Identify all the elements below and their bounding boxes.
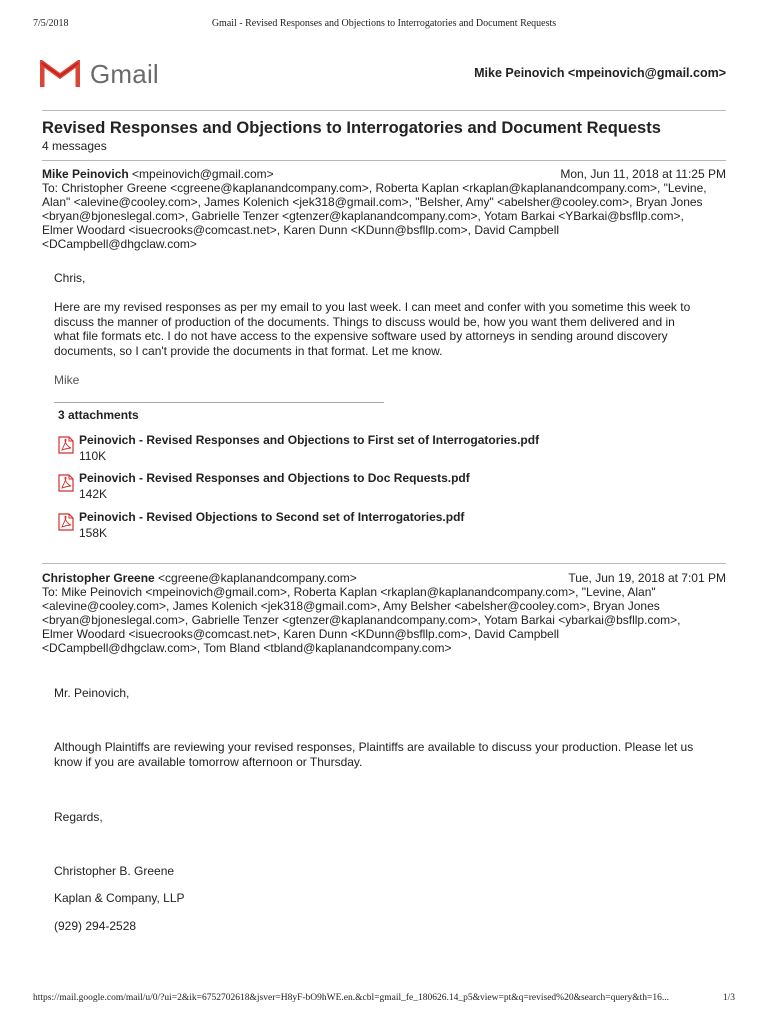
recipients-line: <bryan@bjoneslegal.com>, Gabrielle Tenzer <gtenzer@kaplanandcompany.com>, Yotam Barkai <YBarkai@bsfllp.com>, <box>42 209 684 223</box>
recipients-line: <alevine@cooley.com>, James Kolenich <jek318@gmail.com>, Amy Belsher <abelsher@cooley.com>, Bryan Jones <box>42 599 660 613</box>
gmail-logo <box>40 58 159 90</box>
message-date: Tue, Jun 19, 2018 at 7:01 PM <box>568 571 726 585</box>
attachment-item[interactable] <box>58 433 539 463</box>
divider <box>42 563 726 564</box>
message-greeting: Chris, <box>54 271 86 285</box>
gmail-logo-text: Gmail <box>90 58 159 89</box>
recipients-line: Alan" <alevine@cooley.com>, James Kolenich <jek318@gmail.com>, "Belsher, Amy" <abelsher@cooley.com>, Bryan Jones <box>42 195 703 209</box>
sender-name: Christopher Greene <box>42 571 155 585</box>
message-body <box>54 740 724 769</box>
attachment-name[interactable]: Peinovich - Revised Responses and Objections to First set of Interrogatories.pdf <box>79 433 540 447</box>
body-line: know if you are available tomorrow afternoon or Thursday. <box>54 754 363 769</box>
recipients <box>42 181 732 251</box>
attachment-item[interactable] <box>58 471 470 501</box>
attachment-size: 142K <box>79 487 108 501</box>
attachment-name[interactable]: Peinovich - Revised Responses and Objections to Doc Requests.pdf <box>79 471 470 485</box>
signature-phone: (929) 294-2528 <box>54 919 137 933</box>
recipients-line: To: Christopher Greene <cgreene@kaplanandcompany.com>, Roberta Kaplan <rkaplan@kaplanandcompany.com>, "Levine, <box>42 181 707 195</box>
attachments-title: 3 attachments <box>58 408 139 422</box>
message-greeting: Mr. Peinovich, <box>54 686 130 700</box>
signature-name: Christopher B. Greene <box>54 864 175 878</box>
message-count: 4 messages <box>42 139 107 153</box>
body-line: Although Plaintiffs are reviewing your revised responses, Plaintiffs are available to discuss your production. Please let us <box>54 740 694 754</box>
divider <box>42 110 726 111</box>
print-url: https://mail.google.com/mail/u/0/?ui=2&ik=6752702618&jsver=H8yF-bO9hWE.en.&cbl=gmail_fe_180626.14_p5&view=pt&q=revised%20&search=query&th=16... <box>33 993 669 1003</box>
recipients-line: <DCampbell@dhgclaw.com>, Tom Bland <tbland@kaplanandcompany.com> <box>42 641 452 655</box>
message-sender <box>42 167 274 181</box>
sender-email: <cgreene@kaplanandcompany.com> <box>158 571 357 585</box>
recipients-line: Elmer Woodard <isuecrooks@comcast.net>, Karen Dunn <KDunn@bsfllp.com>, David Campbell <box>42 627 560 641</box>
thread-subject: Revised Responses and Objections to Interrogatories and Document Requests <box>42 119 661 137</box>
pdf-icon <box>58 513 74 531</box>
attachment-size: 110K <box>79 449 107 463</box>
account-label: Mike Peinovich <mpeinovich@gmail.com> <box>474 66 726 80</box>
recipients-line: Elmer Woodard <isuecrooks@comcast.net>, Karen Dunn <KDunn@bsfllp.com>, David Campbell <box>42 223 560 237</box>
body-line: Here are my revised responses as per my email to you last week. I can meet and confer with you sometime this week to <box>54 300 691 314</box>
recipients <box>42 585 732 655</box>
sender-email: <mpeinovich@gmail.com> <box>132 167 274 181</box>
print-date: 7/5/2018 <box>33 18 69 29</box>
attachments-divider <box>54 402 384 403</box>
signature-company: Kaplan & Company, LLP <box>54 891 185 905</box>
body-line: what file formats etc. I do not have access to the expensive software used by attorneys in sending around discovery <box>54 329 668 343</box>
page-number: 1/3 <box>722 993 735 1003</box>
message-sender <box>42 571 357 585</box>
message-date: Mon, Jun 11, 2018 at 11:25 PM <box>560 167 726 181</box>
pdf-icon <box>58 436 74 454</box>
body-line: documents, so I can't provide the documents in that format. Let me know. <box>54 343 443 358</box>
message-closing: Regards, <box>54 810 103 824</box>
message-body <box>54 300 724 358</box>
attachment-size: 158K <box>79 526 108 540</box>
attachment-name[interactable]: Peinovich - Revised Objections to Second set of Interrogatories.pdf <box>79 510 465 524</box>
recipients-line: <bryan@bjoneslegal.com>, Gabrielle Tenzer <gtenzer@kaplanandcompany.com>, Yotam Barkai <ybarkai@bsfllp.com>, <box>42 613 681 627</box>
body-line: discuss the manner of production of the documents. Things to discuss would be, how you want them delivered and in <box>54 314 675 329</box>
message-signature: Mike <box>54 373 80 387</box>
attachment-item[interactable] <box>58 510 464 540</box>
divider <box>42 160 726 161</box>
print-title: Gmail - Revised Responses and Objections to Interrogatories and Document Requests <box>211 18 557 29</box>
recipients-line: To: Mike Peinovich <mpeinovich@gmail.com>, Roberta Kaplan <rkaplan@kaplanandcompany.com>, "Levine, Alan" <box>42 585 656 599</box>
sender-name: Mike Peinovich <box>42 167 129 181</box>
recipients-line: <DCampbell@dhgclaw.com> <box>42 237 197 251</box>
pdf-icon <box>58 474 74 492</box>
gmail-m-icon <box>40 60 80 88</box>
